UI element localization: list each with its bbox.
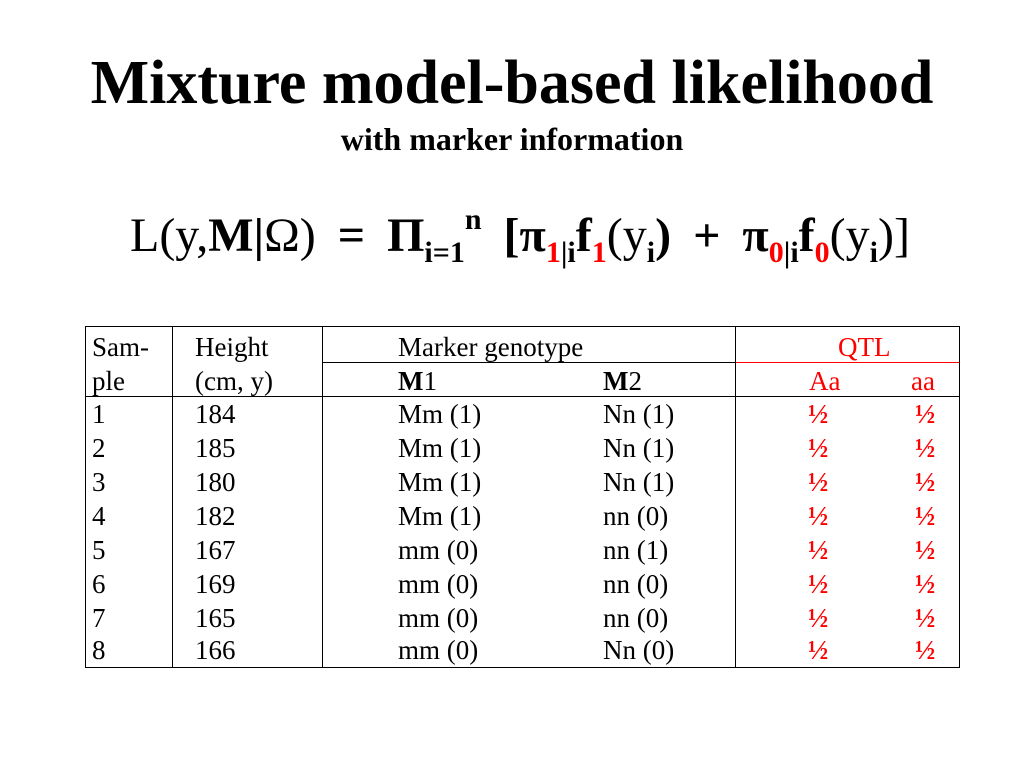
formula-part: (y xyxy=(829,209,870,262)
formula-part: f xyxy=(798,209,815,262)
formula-subscript: 1 xyxy=(545,236,561,270)
table-row xyxy=(86,633,959,667)
cell-prob-aa: ½ xyxy=(915,467,936,497)
cell-m1: Mm (1) xyxy=(398,467,482,497)
genotype-table xyxy=(85,326,960,668)
header-m2-number: 2 xyxy=(628,366,642,396)
formula-part: M| xyxy=(208,209,265,262)
formula-part: Ω) xyxy=(264,209,338,262)
cell-height: 165 xyxy=(195,603,236,633)
formula-subscript: |i xyxy=(560,236,576,270)
table-row xyxy=(86,601,959,635)
table-row xyxy=(86,465,959,499)
cell-height: 180 xyxy=(195,467,236,497)
cell-prob-Aa: ½ xyxy=(808,569,829,599)
header-m1-number: 1 xyxy=(423,366,437,396)
cell-m2: nn (1) xyxy=(603,535,669,565)
table-row xyxy=(86,431,959,465)
slide-subtitle: with marker information xyxy=(340,121,684,157)
cell-prob-aa: ½ xyxy=(915,635,936,665)
cell-prob-aa: ½ xyxy=(915,569,936,599)
cell-m2: nn (0) xyxy=(603,603,669,633)
header-qtl-Aa: Aa xyxy=(809,366,841,396)
header-marker-genotype: Marker genotype xyxy=(398,332,584,362)
cell-height: 167 xyxy=(195,535,236,565)
cell-sample: 1 xyxy=(92,399,106,429)
header-qtl-aa: aa xyxy=(911,366,935,396)
slide-title: Mixture model-based likelihood xyxy=(90,49,934,117)
cell-m2: Nn (1) xyxy=(603,399,675,429)
cell-height: 166 xyxy=(195,635,236,665)
table-row xyxy=(86,397,959,431)
header-qtl: QTL xyxy=(838,332,891,362)
cell-sample: 6 xyxy=(92,569,106,599)
cell-prob-aa: ½ xyxy=(915,433,936,463)
formula-part: )] xyxy=(877,209,910,262)
formula-part: f xyxy=(575,209,592,262)
formula-subscript: 0 xyxy=(814,236,830,270)
header-m1 xyxy=(398,364,437,398)
cell-m1: mm (0) xyxy=(398,569,479,599)
cell-m1: mm (0) xyxy=(398,635,479,665)
header-sample-cont: ple xyxy=(92,366,125,396)
cell-prob-aa: ½ xyxy=(915,399,936,429)
cell-m2: Nn (0) xyxy=(603,635,675,665)
cell-sample: 3 xyxy=(92,467,106,497)
cell-m2: nn (0) xyxy=(603,501,669,531)
header-sample: Sam- xyxy=(92,332,149,362)
table-row xyxy=(86,533,959,567)
cell-prob-Aa: ½ xyxy=(808,603,829,633)
header-height: Height xyxy=(195,332,269,362)
table-row xyxy=(86,567,959,601)
cell-m2: nn (0) xyxy=(603,569,669,599)
formula-subscript: |i xyxy=(783,236,799,270)
header-row-1 xyxy=(86,330,959,364)
cell-prob-Aa: ½ xyxy=(808,535,829,565)
cell-sample: 4 xyxy=(92,501,106,531)
cell-prob-Aa: ½ xyxy=(808,635,829,665)
cell-sample: 7 xyxy=(92,603,106,633)
formula-part: L(y, xyxy=(130,209,209,262)
cell-m1: mm (0) xyxy=(398,603,479,633)
formula-part: ) + π xyxy=(655,209,769,262)
formula-part: (y xyxy=(606,209,647,262)
table-row xyxy=(86,499,959,533)
cell-m2: Nn (1) xyxy=(603,467,675,497)
cell-prob-aa: ½ xyxy=(915,501,936,531)
likelihood-formula xyxy=(130,202,910,270)
cell-m1: Mm (1) xyxy=(398,501,482,531)
formula-subscript: i xyxy=(869,236,878,270)
cell-sample: 2 xyxy=(92,433,106,463)
header-m2 xyxy=(603,364,642,398)
formula-subscript: i=1 xyxy=(424,236,465,270)
cell-m1: mm (0) xyxy=(398,535,479,565)
header-m2-letter: M xyxy=(603,366,629,396)
formula-subscript: 0 xyxy=(768,236,784,270)
cell-sample: 5 xyxy=(92,535,106,565)
cell-m1: Mm (1) xyxy=(398,433,482,463)
header-row-2 xyxy=(86,364,959,398)
formula-subscript: 1 xyxy=(591,236,607,270)
formula-superscript: n xyxy=(464,202,482,236)
cell-height: 169 xyxy=(195,569,236,599)
cell-prob-aa: ½ xyxy=(915,603,936,633)
header-height-unit: (cm, y) xyxy=(195,366,273,396)
cell-m2: Nn (1) xyxy=(603,433,675,463)
formula-part: = Π xyxy=(337,209,425,262)
cell-height: 184 xyxy=(195,399,236,429)
cell-prob-Aa: ½ xyxy=(808,501,829,531)
cell-prob-Aa: ½ xyxy=(808,467,829,497)
header-m1-letter: M xyxy=(398,366,424,396)
cell-prob-Aa: ½ xyxy=(808,433,829,463)
formula-part: [π xyxy=(481,209,546,262)
formula-subscript: i xyxy=(646,236,656,270)
cell-height: 182 xyxy=(195,501,236,531)
cell-prob-Aa: ½ xyxy=(808,399,829,429)
cell-prob-aa: ½ xyxy=(915,535,936,565)
cell-height: 185 xyxy=(195,433,236,463)
cell-m1: Mm (1) xyxy=(398,399,482,429)
cell-sample: 8 xyxy=(92,635,106,665)
